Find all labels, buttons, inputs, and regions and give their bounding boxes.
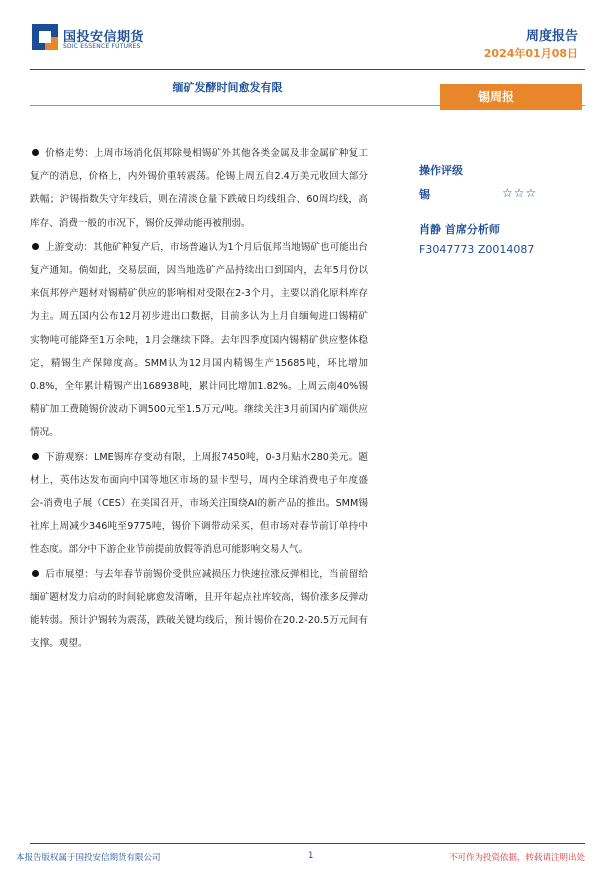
footer-disclaimer: 不可作为投资依据，转载请注明出处 xyxy=(448,853,585,863)
report-type: 周度报告 xyxy=(525,29,578,44)
paragraph-upstream: 上游变动：其他矿种复产后，市场普遍认为1个月后佤邦当地锡矿也可能出台复产通知。倘如此，交易层面，因当地选矿产品持续出口到国内，去年5月份以来佤邦停产题材对锡精矿供应的影响相对受限在2-3个月，主要以消化原料库存为主。周五国内公布12月初步进出口数据，目前多认为上月自缅甸进口锡精矿实物吨可能降至1万余吨，1月会继续下降。去年四季度国内锡精矿供应整体稳定，精锡生产保障度高。SMM认为12月国内精锡生产15685吨，环比增加0.8%，全年累计精锡产出168938吨，累计同比增加1.82%。上周云南40%锡精矿加工费随锡价波动下调500元至1.5万元/吨。继续关注3月前国内矿端供应情况。 xyxy=(30,241,368,439)
report-tag: 锡周报 xyxy=(440,84,582,110)
bullet-icon xyxy=(32,570,39,577)
rating-sidebar xyxy=(419,162,589,256)
analyst-name: 肖静 首席分析师 xyxy=(419,223,500,236)
header-divider xyxy=(30,69,585,70)
title-divider xyxy=(30,105,585,106)
rating-label: 操作评级 xyxy=(419,164,463,177)
logo-name-en: SDIC ESSENCE FUTURES xyxy=(63,43,141,50)
paragraph-outlook: 后市展望：与去年春节前锡价受供应减损压力快速拉涨反弹相比，当前留给缅矿题材发力启动的时间轮廓愈发清晰，且开年起点社库较高，锡价涨多反弹动能转弱。预计沪锡转为震荡，跌破关键均线后，预计锡价在20.2-20.5万元间有支撑。观望。 xyxy=(30,568,368,650)
report-date: 2024年01月08日 xyxy=(483,47,578,60)
company-logo xyxy=(32,24,152,56)
paragraph-price-trend: 价格走势：上周市场消化佤邦除曼相锡矿外其他各类金属及非金属矿种复工复产的消息，价格上，内外锡价重转震荡。伦锡上周五自2.4万美元收回大部分跌幅；沪锡指数失守年线后，则在清淡仓量下跌破日均线组合、60周均线，高库存、消费一般的市况下，锡价反弹动能再被削弱。 xyxy=(30,148,368,229)
footer-divider xyxy=(30,843,585,844)
rating-row xyxy=(419,186,589,204)
rating-stars-icon: ☆☆☆ xyxy=(502,186,538,200)
rating-metal: 锡 xyxy=(419,188,430,201)
bullet-icon xyxy=(32,149,39,156)
analyst-cert: F3047773 Z0014087 xyxy=(419,243,535,256)
bullet-icon xyxy=(32,243,39,250)
logo-mark-icon xyxy=(32,24,58,50)
bullet-icon xyxy=(32,453,39,460)
page-number: 1 xyxy=(308,851,314,861)
footer-copyright: 本报告版权属于国投安信期货有限公司 xyxy=(16,853,161,863)
logo-name-cn: 国投安信期货 xyxy=(63,30,145,45)
paragraph-downstream: 下游观察：LME锡库存变动有限，上周报7450吨，0-3月贴水280美元。题材上，英伟达发布面向中国等地区市场的显卡型号，周内全球消费电子年度盛会-消费电子展（CES）在美国召开，市场关注围绕AI的新产品的推出。SMM锡社库上周减少346吨至9775吨，锡价下调带动采买，但市场对春节前订单持中性态度。部分中下游企业节前提前放假等消息可能影响交易人气。 xyxy=(30,451,368,556)
page-title: 缅矿发酵时间愈发有限 xyxy=(172,81,283,94)
report-body xyxy=(30,142,368,656)
